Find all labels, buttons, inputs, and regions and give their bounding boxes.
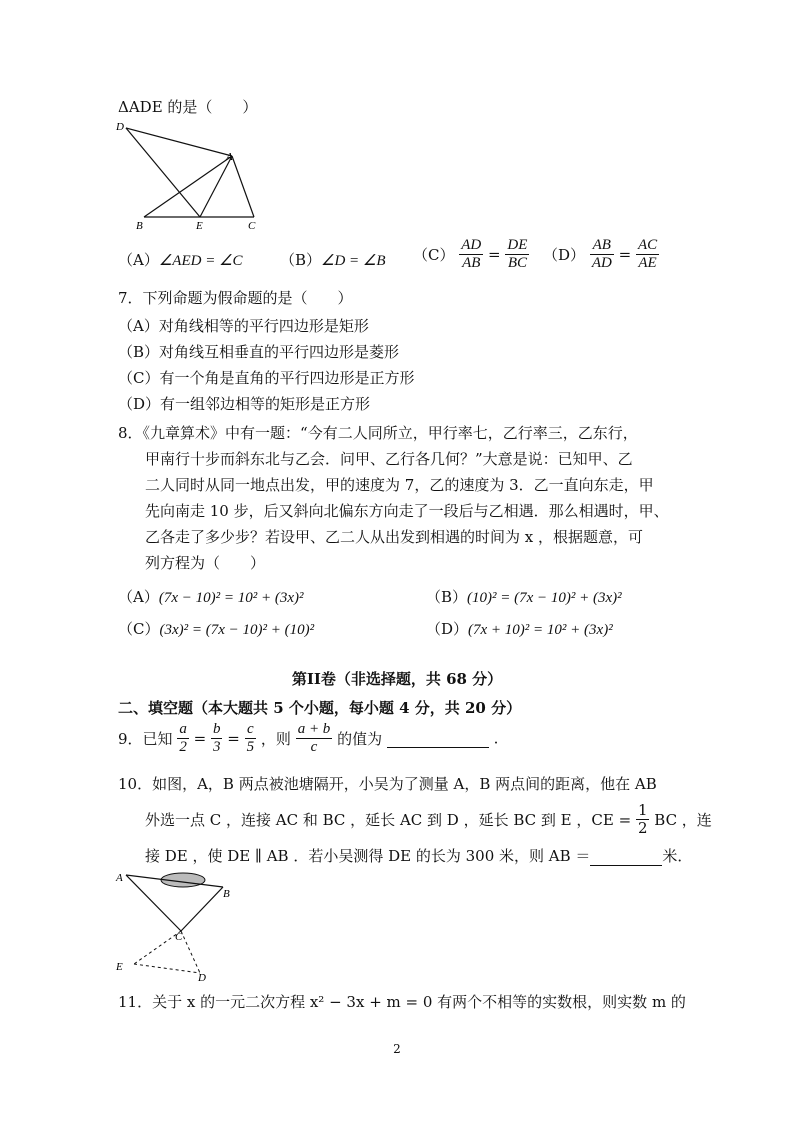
q8-line-3: 二人同时从同一地点出发，甲的速度为 7，乙的速度为 3．乙一直向东走，甲 <box>145 476 654 494</box>
q8-option-d: （D）(7x + 10)² = 10² + (3x)² <box>426 620 613 638</box>
q10-line-2: 外选一点 C ，连接 AC 和 BC ，延长 AC 到 D ，延长 BC 到 E ，CE = $\frac{1}{2}$ BC ，连 <box>145 801 712 837</box>
q9: 9．已知 $\frac{a}{2}$ = $\frac{b}{3}$ = $\frac{c}{5}$ ，则 $\frac{a + b}{c}$ 的值为 . <box>118 721 499 755</box>
q10-answer-blank[interactable] <box>590 847 662 866</box>
q10-fig-label-d: D <box>198 972 206 984</box>
q10-fig-label-b: B <box>223 888 230 900</box>
q8-line-1: 8．《九章算术》中有一题：“今有二人同所立，甲行率七，乙行率三，乙东行， <box>118 424 638 442</box>
q10-figure <box>112 866 242 984</box>
q8-line-4: 先向南走 10 步，后又斜向北偏东方向走了一段后与乙相遇．那么相遇时，甲、 <box>145 502 669 520</box>
q6-fig-label-a: A <box>226 151 233 163</box>
q6-option-b: （B）∠D = ∠B <box>280 251 386 269</box>
q11-line-1: 11．关于 x 的一元二次方程 x² − 3x + m = 0 有两个不相等的实数根，则实数 m 的 <box>118 993 686 1011</box>
q10-line-1: 10．如图，A，B 两点被池塘隔开，小吴为了测量 A，B 两点间的距离，他在 AB <box>118 775 657 793</box>
q7-option-d: （D）有一组邻边相等的矩形是正方形 <box>118 395 371 413</box>
q8-option-c: （C）(3x)² = (7x − 10)² + (10)² <box>118 620 315 638</box>
q6-fig-label-b: B <box>136 220 143 232</box>
q6-fig-label-e: E <box>196 220 203 232</box>
q8-line-5: 乙各走了多少步？若设甲、乙二人从出发到相遇的时间为 x ，根据题意，可 <box>145 528 643 546</box>
q7-stem: 7．下列命题为假命题的是（ ） <box>118 289 353 307</box>
q6-figure <box>112 118 272 236</box>
q8-option-b: （B）(10)² = (7x − 10)² + (3x)² <box>426 588 622 606</box>
section2-title: 二、填空题（本大题共 5 个小题，每小题 4 分，共 20 分） <box>118 699 522 717</box>
q6-option-c: （C） $\frac{AD}{AB}$ = $\frac{DE}{BC}$ <box>413 237 528 271</box>
q7-option-c: （C）有一个角是直角的平行四边形是正方形 <box>118 369 415 387</box>
q6-fig-label-d: D <box>116 121 124 133</box>
q8-line-6: 列方程为（ ） <box>145 554 266 572</box>
q8-line-2: 甲南行十步而斜东北与乙会．问甲、乙行各几何？”大意是说：已知甲、乙 <box>145 450 633 468</box>
q9-answer-blank[interactable] <box>387 729 489 748</box>
q10-line-3: 接 DE ，使 DE ∥ AB ．若小吴测得 DE 的长为 300 米，则 AB ＝ 米． <box>145 847 693 865</box>
q6-stem-end: ΔADE 的是（ ） <box>118 98 258 116</box>
q7-option-b: （B）对角线互相垂直的平行四边形是菱形 <box>118 343 400 361</box>
q10-fig-label-e: E <box>116 961 123 973</box>
page-number: 2 <box>393 1042 401 1056</box>
q10-fig-label-c: C <box>175 931 183 943</box>
q6-option-d: （D） $\frac{AB}{AD}$ = $\frac{AC}{AE}$ <box>543 237 658 271</box>
q6-option-a: （A）∠AED = ∠C <box>118 251 243 269</box>
q10-fig-label-a: A <box>116 872 123 884</box>
q8-option-a: （A）(7x − 10)² = 10² + (3x)² <box>118 588 304 606</box>
q6-fig-label-c: C <box>248 220 256 232</box>
part2-title: 第II卷（非选择题，共 68 分） <box>291 670 503 688</box>
q7-option-a: （A）对角线相等的平行四边形是矩形 <box>118 317 369 335</box>
